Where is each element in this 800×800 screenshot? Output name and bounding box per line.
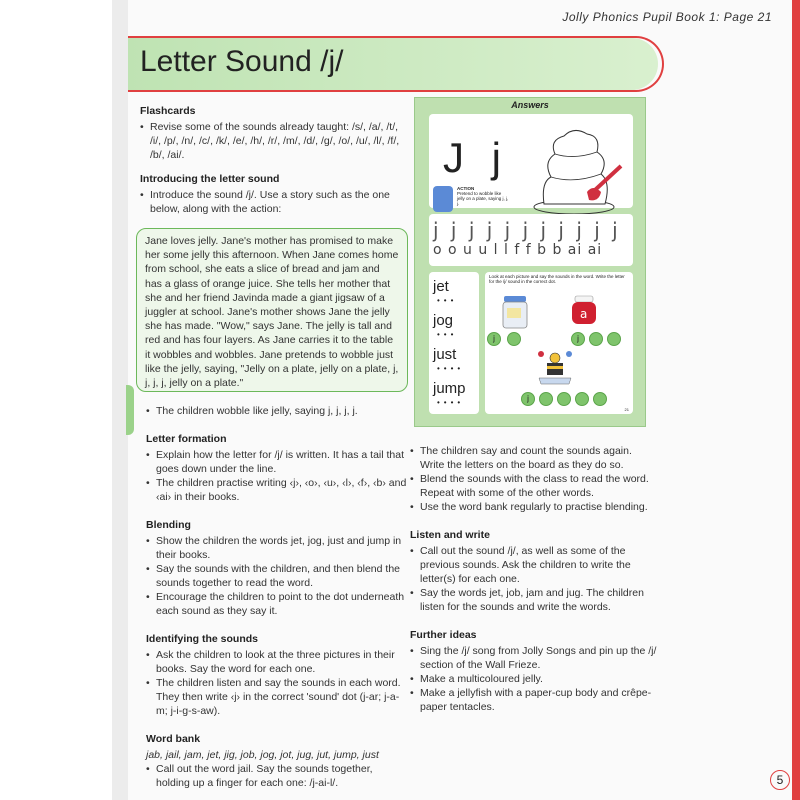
word-2: jog	[433, 312, 454, 329]
book-page	[128, 0, 792, 800]
pictures-box	[485, 272, 633, 414]
word-4: jump	[433, 380, 466, 397]
page-right-red-border	[792, 0, 800, 800]
sound-dot	[607, 332, 621, 346]
further-item-3: • Make a jellyfish with a paper-cup body and crêpe-paper tentacles.	[410, 686, 658, 714]
answers-title: Answers	[511, 100, 549, 110]
word-3: just	[433, 346, 457, 363]
sound-dot: j	[487, 332, 501, 346]
sound-dot	[557, 392, 571, 406]
svg-text:a: a	[580, 307, 588, 321]
sound-dot: j	[521, 392, 535, 406]
child-action-icon	[433, 186, 453, 212]
word-3-dots: ••••	[437, 364, 465, 373]
action-text: Pretend to wobble like jelly on a plate, saying j, j, j.	[457, 191, 509, 206]
blending-heading: Blending	[146, 519, 191, 531]
sound-dot	[507, 332, 521, 346]
trace-row-j: j j j j j j j j j j j	[433, 218, 621, 242]
blending-item-3: • Encourage the children to point to the dot underneath each sound as they say it.	[146, 590, 408, 618]
jigsaw-juggler-icon	[535, 350, 575, 386]
jam-jar-icon	[569, 294, 599, 326]
formation-item-2: • The children practise writing ‹j›, ‹o›, ‹u›, ‹l›, ‹f›, ‹b› and ‹ai› in their books.	[146, 476, 408, 504]
wobble-text: • The children wobble like jelly, saying j, j, j, j.	[146, 404, 408, 418]
formation-item-1: • Explain how the letter for /j/ is written. It has a tail that goes down under the line.	[146, 448, 408, 476]
blending-item-2: • Say the sounds with the children, and then blend the sounds together to read the word.	[146, 562, 408, 590]
left-column-top	[140, 104, 402, 216]
word-2-dots: •••	[437, 330, 458, 339]
further-heading: Further ideas	[410, 629, 477, 641]
wordbank-heading: Word bank	[146, 733, 201, 745]
say-count-item: • The children say and count the sounds again. Write the letters on the board as they do so.	[410, 444, 658, 472]
flashcards-heading: Flashcards	[140, 105, 196, 117]
page-title: Letter Sound /j/	[140, 45, 344, 78]
page-left-margin	[0, 0, 128, 800]
page-header: Jolly Phonics Pupil Book 1: Page 21	[562, 10, 772, 24]
formation-heading: Letter formation	[146, 433, 227, 445]
sound-dot	[593, 392, 607, 406]
sound-dot: j	[571, 332, 585, 346]
wordbank-item-1: • Call out the word jail. Say the sounds together, holding up a finger for each one: /j-ai-l/.	[146, 762, 408, 790]
sound-dot	[539, 392, 553, 406]
left-column-bottom	[146, 404, 408, 790]
page-number: 5	[770, 770, 790, 790]
wordbank-words: jab, jail, jam, jet, jig, job, jog, jot, jug, jut, jump, just	[146, 749, 379, 761]
sound-dot	[589, 332, 603, 346]
word-bank-use-item: • Use the word bank regularly to practise blending.	[410, 500, 658, 514]
word-4-dots: ••••	[437, 398, 465, 407]
answers-panel	[414, 97, 646, 427]
big-letters: J j	[443, 134, 509, 181]
previous-page-green-tab	[126, 385, 134, 435]
jelly-drawing-icon	[529, 122, 629, 217]
story-box: Jane loves jelly. Jane's mother has promised to make her some jelly this afternoon. When Jane comes home from school, she eats a slice of bread and jam and has a glass of orange juice. She tells her mother that she and her friend Javinda made a giant jigsaw of a juggler at school. Jane's mother shows Jane the jelly she has made. "Wow," says Jane. The jelly is tall and red and has four layers. As Jane carries it to the table it wobbles and wobbles. Jane pretends to wobble just like the jelly, saying, "Jelly on a plate, jelly on a plate, j, j, j, j, jelly on a plate."	[136, 228, 408, 392]
flashcards-text: • Revise some of the sounds already taught: /s/, /a/, /t/, /i/, /p/, /n/, /c/, /k/, /e/, /h/, /r/, /m/, /d/, /g/, /o/, /u/, /l/, /f/, /b/, /ai/.	[140, 120, 402, 162]
action-title: ACTION	[457, 186, 475, 191]
trace-row-letters: o o u u l l f f b b ai ai	[433, 242, 603, 258]
identifying-item-1: • Ask the children to look at the three pictures in their books. Say the word for each one.	[146, 648, 408, 676]
listen-item-2: • Say the words jet, job, jam and jug. The children listen for the sounds and write the words.	[410, 586, 658, 614]
letter-box	[429, 114, 633, 208]
blend-class-item: • Blend the sounds with the class to read the word. Repeat with some of the other words.	[410, 472, 658, 500]
listen-item-1: • Call out the sound /j/, as well as some of the previous sounds. Ask the children to write the letter(s) for each one.	[410, 544, 658, 586]
answers-page-number: 21	[624, 407, 629, 412]
identifying-item-2: • The children listen and say the sounds in each word. They then write ‹j› in the correct 'sound' dot (j-ar; j-a-m; j-i-g-s-aw).	[146, 676, 408, 718]
jar-icon	[501, 294, 529, 330]
word-list-box	[429, 272, 479, 414]
blending-item-1: • Show the children the words jet, jog, just and jump in their books.	[146, 534, 408, 562]
word-1: jet	[433, 278, 449, 295]
listen-heading: Listen and write	[410, 529, 490, 541]
picture-instructions: Look at each picture and say the sounds in the word. Write the letter for the /j/ sound in the correct dot.	[489, 274, 625, 284]
sound-dot	[575, 392, 589, 406]
intro-heading: Introducing the letter sound	[140, 173, 280, 185]
right-column	[410, 444, 658, 714]
further-item-1: • Sing the /j/ song from Jolly Songs and pin up the /j/ section of the Wall Frieze.	[410, 644, 658, 672]
word-1-dots: •••	[437, 296, 458, 305]
action-box	[431, 184, 511, 214]
identifying-heading: Identifying the sounds	[146, 633, 258, 645]
intro-text: • Introduce the sound /j/. Use a story such as the one below, along with the action:	[140, 188, 402, 216]
further-item-2: • Make a multicoloured jelly.	[410, 672, 658, 686]
tracing-box	[429, 214, 633, 266]
